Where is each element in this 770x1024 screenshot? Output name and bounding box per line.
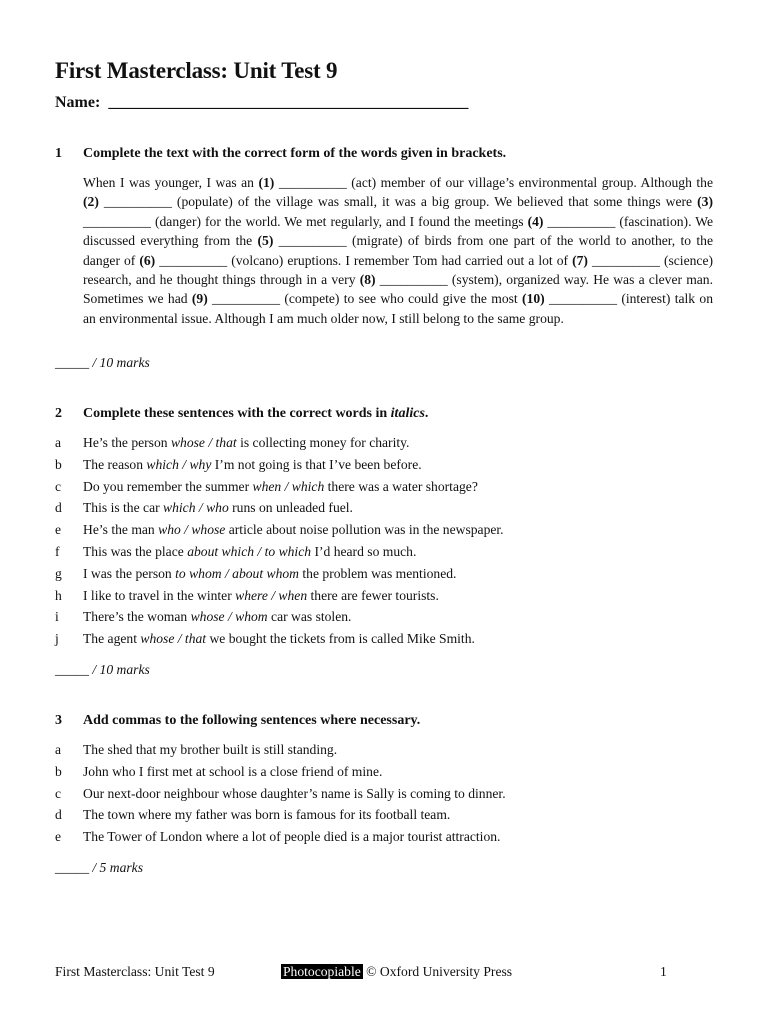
footer-publisher: © Oxford University Press <box>362 964 513 979</box>
section-2-instruction-italic: italics <box>390 406 425 421</box>
question-item-c <box>55 476 504 498</box>
section-3-heading <box>55 713 420 729</box>
item-letter: h <box>55 587 62 603</box>
sentence-end: we bought the tickets from is called Mike Smith. <box>206 631 475 647</box>
sentence-start: The agent <box>83 631 141 647</box>
sentence-end: I’m not going is that I’ve been before. <box>211 456 422 472</box>
text-segment: __________ (fascination). We discussed everything from the <box>83 213 713 249</box>
text-segment: __________ (act) member of our village’s environmental group. Although the <box>274 175 713 190</box>
comma-item-c <box>55 783 506 805</box>
sentence-start: This is the car <box>83 500 164 516</box>
sentence-end: there are fewer tourists. <box>307 587 439 603</box>
question-item-b <box>55 454 504 476</box>
text-segment: __________ (interest) talk on an environmental issue. Although I am much older now, I still belong to the same group. <box>83 291 714 326</box>
word-options[interactable]: whose / that <box>170 435 237 450</box>
word-options[interactable]: whose / whom <box>190 609 268 625</box>
text-segment: __________ (compete) to see who could give the most <box>207 291 523 307</box>
word-options[interactable]: whose / that <box>140 631 207 647</box>
sentence-text: John who I first met at school is a close friend of mine. <box>83 763 383 779</box>
section-1-instruction: Complete the text with the correct form of the words given in brackets. <box>83 146 507 161</box>
item-letter: a <box>55 435 62 450</box>
sentence-start: Do you remember the summer <box>83 478 253 494</box>
sentence-end: there was a water shortage? <box>324 478 478 494</box>
item-letter: c <box>55 785 62 801</box>
sentence-text: The shed that my brother built is still standing. <box>83 742 338 757</box>
text-segment: When I was younger, I was an <box>83 175 259 190</box>
text-segment: __________ (science) research, and he thought things through in a very <box>83 252 713 288</box>
photocopiable-badge: Photocopiable <box>283 964 361 979</box>
name-blank[interactable]: _____________________________________________ <box>108 94 469 111</box>
item-letter: e <box>55 829 62 845</box>
section-2-number: 2 <box>55 406 62 421</box>
section-2-heading <box>55 406 428 422</box>
gap-number: (9) <box>191 291 208 307</box>
section-1-number: 1 <box>55 146 62 161</box>
text-segment: __________ (migrate) of birds from one part of the world to another, to the danger of <box>83 233 713 268</box>
item-letter: d <box>55 500 62 516</box>
question-item-j <box>55 628 504 650</box>
sentence-start: He’s the man <box>83 522 159 538</box>
item-letter: a <box>55 742 62 757</box>
section-2-instruction-prefix: Complete these sentences with the correct words in <box>83 406 391 421</box>
footer-copyright <box>281 964 512 980</box>
item-letter: d <box>55 807 62 823</box>
comma-item-b <box>55 761 506 783</box>
sentence-start: I like to travel in the winter <box>83 587 236 603</box>
page-title: First Masterclass: Unit Test 9 <box>55 58 338 83</box>
gap-number: (2) <box>83 194 99 210</box>
question-item-f <box>55 541 504 563</box>
gap-number: (7) <box>572 252 588 268</box>
text-segment: __________ (volcano) eruptions. I remember Tom had carried out a lot of <box>155 252 573 268</box>
section-3-marks: _____ / 5 marks <box>55 860 143 875</box>
gap-number: (8) <box>359 272 376 288</box>
comma-item-e <box>55 826 506 848</box>
sentence-start: He’s the person <box>83 435 171 450</box>
sentence-end: is collecting money for charity. <box>236 435 410 450</box>
sentence-start: The reason <box>83 456 147 472</box>
item-letter: b <box>55 456 62 472</box>
question-item-g <box>55 563 504 585</box>
text-segment: __________ (danger) for the world. We met regularly, and I found the meetings <box>83 213 528 229</box>
word-options[interactable]: about which / to which <box>187 543 312 559</box>
word-options[interactable]: to whom / about whom <box>175 565 299 581</box>
text-segment: __________ (system), organized way. He was a clever man. Sometimes we had <box>83 272 713 307</box>
question-item-i <box>55 606 504 628</box>
sentence-end: article about noise pollution was in the newspaper. <box>225 522 504 538</box>
sentence-text: The town where my father was born is famous for its football team. <box>83 807 451 823</box>
sentence-text: Our next-door neighbour whose daughter’s name is Sally is coming to dinner. <box>83 785 506 801</box>
footer-title: First Masterclass: Unit Test 9 <box>55 964 215 979</box>
text-segment: __________ (populate) of the village was small, it was a big group. We believed that some things were <box>98 194 698 210</box>
comma-item-d <box>55 804 506 826</box>
word-options[interactable]: which / why <box>146 456 212 472</box>
sentence-end: the problem was mentioned. <box>299 565 457 581</box>
sentence-start: I was the person <box>83 565 176 581</box>
question-item-h <box>55 585 504 607</box>
sentence-end: I’d heard so much. <box>311 543 417 559</box>
item-letter: g <box>55 565 62 581</box>
name-field[interactable] <box>55 94 468 112</box>
section-1-heading <box>55 146 506 162</box>
question-item-a <box>55 432 504 454</box>
word-options[interactable]: where / when <box>235 587 308 603</box>
item-letter: e <box>55 522 62 538</box>
section-1-text <box>83 173 713 328</box>
sentence-start: This was the place <box>83 543 188 559</box>
question-item-d <box>55 497 504 519</box>
sentence-end: runs on unleaded fuel. <box>228 500 353 516</box>
gap-number: (1) <box>258 175 275 190</box>
item-letter: b <box>55 763 62 779</box>
item-letter: f <box>55 543 60 559</box>
section-3-instruction: Add commas to the following sentences where necessary. <box>83 713 421 728</box>
section-3-number: 3 <box>55 713 62 728</box>
sentence-end: car was stolen. <box>267 609 352 625</box>
footer-page-number: 1 <box>660 964 667 979</box>
item-letter: i <box>55 609 59 625</box>
section-1-marks: _____ / 10 marks <box>55 355 150 370</box>
question-item-e <box>55 519 504 541</box>
gap-number: (4) <box>527 213 544 229</box>
section-2-instruction-suffix: . <box>424 406 429 421</box>
comma-item-a <box>55 739 506 761</box>
gap-number: (3) <box>697 194 713 210</box>
word-options[interactable]: when / which <box>252 478 325 494</box>
sentence-start: There’s the woman <box>83 609 191 625</box>
section-3-items <box>55 739 506 848</box>
gap-number: (5) <box>257 233 274 249</box>
section-2-marks: _____ / 10 marks <box>55 662 150 677</box>
word-options[interactable]: which / who <box>163 500 229 516</box>
section-2-items <box>55 432 504 650</box>
item-letter: j <box>55 631 59 647</box>
word-options[interactable]: who / whose <box>158 522 226 538</box>
sentence-text: The Tower of London where a lot of people died is a major tourist attraction. <box>83 829 501 845</box>
gap-number: (10) <box>522 291 545 307</box>
name-label: Name: <box>55 94 101 111</box>
item-letter: c <box>55 478 62 494</box>
gap-number: (6) <box>139 252 156 268</box>
